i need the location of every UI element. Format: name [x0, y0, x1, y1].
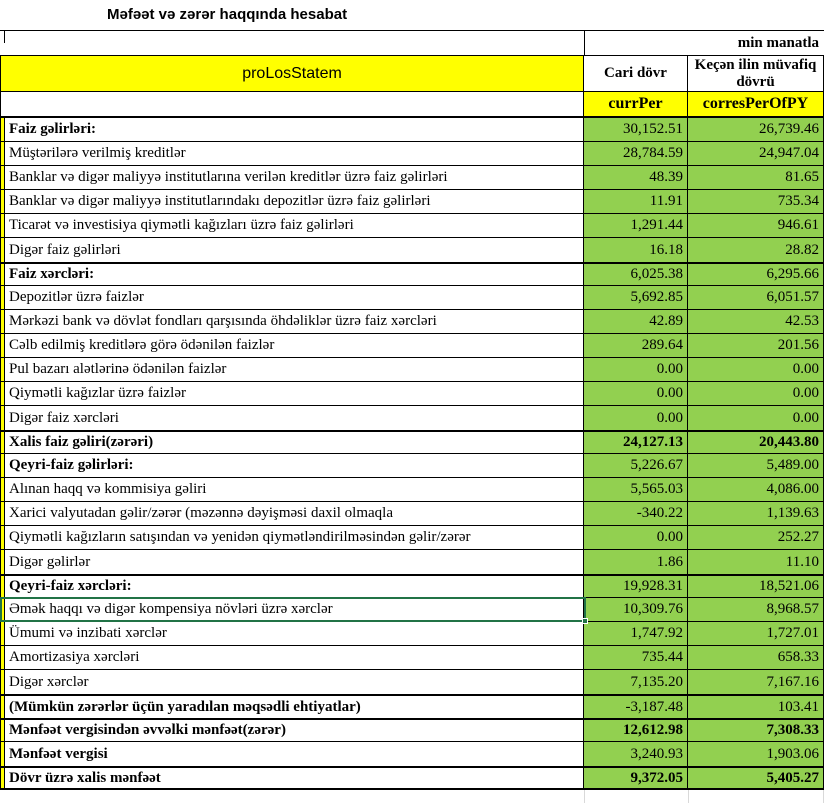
row-prior-value-cell[interactable]: 1,727.01	[688, 622, 824, 645]
gridline	[823, 790, 824, 803]
row-current-value-cell[interactable]: 0.00	[584, 406, 688, 430]
row-label-cell[interactable]: Əmək haqqı və digər kompensiya növləri üzrə xərclər	[5, 598, 584, 621]
row-current-value-cell[interactable]: 9,372.05	[584, 768, 688, 788]
row-current-value-cell[interactable]: 5,565.03	[584, 478, 688, 501]
row-prior-value-cell[interactable]: 18,521.06	[688, 576, 824, 597]
report-title: Məfəət və zərər haqqında hesabat	[107, 6, 348, 23]
row-current-value-cell[interactable]: 11.91	[584, 190, 688, 213]
row-current-value-cell[interactable]: 30,152.51	[584, 118, 688, 141]
row-label-cell[interactable]: Cəlb edilmiş kreditlərə görə ödənilən faizlər	[5, 334, 584, 357]
gridline	[688, 790, 689, 803]
table-row	[0, 598, 824, 622]
row-prior-value-cell[interactable]: 24,947.04	[688, 142, 824, 165]
table-row	[0, 214, 824, 238]
row-label-cell[interactable]: Digər xərclər	[5, 670, 584, 694]
table-row	[0, 262, 824, 286]
row-current-value-cell[interactable]: 1.86	[584, 550, 688, 574]
row-current-value-cell[interactable]: 1,747.92	[584, 622, 688, 645]
row-prior-value-cell[interactable]: 8,968.57	[688, 598, 824, 621]
row-current-value-cell[interactable]: 48.39	[584, 166, 688, 189]
row-current-value-cell[interactable]: 28,784.59	[584, 142, 688, 165]
table-row	[0, 238, 824, 262]
row-label-cell[interactable]: Digər faiz xərcləri	[5, 406, 584, 430]
table-row	[0, 118, 824, 142]
row-prior-value-cell[interactable]: 252.27	[688, 526, 824, 549]
row-current-value-cell[interactable]: 1,291.44	[584, 214, 688, 237]
row-prior-value-cell[interactable]: 6,051.57	[688, 286, 824, 309]
table-row	[0, 502, 824, 526]
row-current-value-cell[interactable]: 10,309.76	[584, 598, 688, 621]
table-row	[0, 310, 824, 334]
row-current-value-cell[interactable]: 735.44	[584, 646, 688, 669]
row-label-cell[interactable]: Mərkəzi bank və dövlət fondları qarşısında öhdəliklər üzrə faiz xərcləri	[5, 310, 584, 333]
row-label-cell[interactable]: Digər gəlirlər	[5, 550, 584, 574]
row-prior-value-cell[interactable]: 11.10	[688, 550, 824, 574]
row-label-cell[interactable]: Mənfəət vergisindən əvvəlki mənfəət(zərər)	[5, 720, 584, 741]
row-current-value-cell[interactable]: 3,240.93	[584, 742, 688, 766]
row-label-cell[interactable]: Banklar və digər maliyyə institutlarındakı depozitlər üzrə faiz gəlirləri	[5, 190, 584, 213]
table-row	[0, 406, 824, 430]
table-row	[0, 358, 824, 382]
row-label-cell[interactable]: Pul bazarı alətlərinə ödənilən faizlər	[5, 358, 584, 381]
row-current-value-cell[interactable]: 0.00	[584, 526, 688, 549]
row-prior-value-cell[interactable]: 4,086.00	[688, 478, 824, 501]
row-current-value-cell[interactable]: 0.00	[584, 358, 688, 381]
row-current-value-cell[interactable]: 7,135.20	[584, 670, 688, 694]
table-row	[0, 670, 824, 694]
table-row	[0, 190, 824, 214]
row-prior-value-cell[interactable]: 7,167.16	[688, 670, 824, 694]
table-row	[0, 622, 824, 646]
code-row	[0, 92, 824, 118]
row-current-value-cell[interactable]: 24,127.13	[584, 432, 688, 453]
row-prior-value-cell[interactable]: 0.00	[688, 406, 824, 430]
code-row-spacer-cell[interactable]	[0, 92, 584, 116]
row-prior-value-cell[interactable]: 6,295.66	[688, 264, 824, 285]
row-label-cell[interactable]: Alınan haqq və kommisiya gəliri	[5, 478, 584, 501]
row-current-value-cell[interactable]: 6,025.38	[584, 264, 688, 285]
table-row	[0, 742, 824, 766]
current-period-header-cell[interactable]: Cari dövr	[584, 56, 688, 91]
current-period-code-cell[interactable]: currPer	[584, 92, 688, 116]
table-row	[0, 694, 824, 718]
row-current-value-cell[interactable]: 0.00	[584, 382, 688, 405]
row-prior-value-cell[interactable]: 5,405.27	[688, 768, 824, 788]
table-row	[0, 646, 824, 670]
row-prior-value-cell[interactable]: 735.34	[688, 190, 824, 213]
unit-row	[0, 30, 824, 56]
table-row	[0, 574, 824, 598]
row-current-value-cell[interactable]: 16.18	[584, 238, 688, 262]
table-row	[0, 526, 824, 550]
table-row	[0, 166, 824, 190]
row-label-cell[interactable]: Qiymətli kağızların satışından və yenidən qiymətləndirilməsindən gəlir/zərər	[5, 526, 584, 549]
row-label-cell[interactable]: Ümumi və inzibati xərclər	[5, 622, 584, 645]
unit-row-spacer-cell[interactable]	[0, 31, 584, 55]
row-prior-value-cell[interactable]: 1,903.06	[688, 742, 824, 766]
profit-loss-table	[0, 30, 824, 790]
table-row	[0, 454, 824, 478]
row-prior-value-cell[interactable]: 0.00	[688, 382, 824, 405]
row-prior-value-cell[interactable]: 658.33	[688, 646, 824, 669]
row-label-cell[interactable]: Ticarət və investisiya qiymətli kağızları üzrə faiz gəlirləri	[5, 214, 584, 237]
row-prior-value-cell[interactable]: 26,739.46	[688, 118, 824, 141]
row-prior-value-cell[interactable]: 0.00	[688, 358, 824, 381]
row-current-value-cell[interactable]: -3,187.48	[584, 696, 688, 718]
row-label-cell[interactable]: Qiymətli kağızlar üzrə faizlər	[5, 382, 584, 405]
row-label-cell[interactable]: Amortizasiya xərcləri	[5, 646, 584, 669]
gridline	[584, 790, 585, 803]
row-label-cell[interactable]: Faiz gəlirləri:	[5, 118, 584, 141]
row-current-value-cell[interactable]: 5,692.85	[584, 286, 688, 309]
table-row	[0, 766, 824, 790]
table-body	[0, 118, 824, 790]
table-row	[0, 550, 824, 574]
row-label-cell[interactable]: Müştərilərə verilmiş kreditlər	[5, 142, 584, 165]
row-label-cell[interactable]: Faiz xərcləri:	[5, 264, 584, 285]
header-row	[0, 56, 824, 92]
row-current-value-cell[interactable]: 5,226.67	[584, 454, 688, 477]
row-label-cell[interactable]: Qeyri-faiz gəlirləri:	[5, 454, 584, 477]
table-row	[0, 382, 824, 406]
row-label-cell[interactable]: Depozitlər üzrə faizlər	[5, 286, 584, 309]
row-current-value-cell[interactable]: 12,612.98	[584, 720, 688, 741]
prior-period-header-cell[interactable]: Keçən ilin müvafiq dövrü	[688, 56, 824, 91]
row-label-cell[interactable]: Dövr üzrə xalis mənfəət	[5, 768, 584, 788]
row-current-value-cell[interactable]: -340.22	[584, 502, 688, 525]
row-prior-value-cell[interactable]: 5,489.00	[688, 454, 824, 477]
table-row	[0, 286, 824, 310]
row-current-value-cell[interactable]: 289.64	[584, 334, 688, 357]
row-prior-value-cell[interactable]: 103.41	[688, 696, 824, 718]
table-row	[0, 142, 824, 166]
row-prior-value-cell[interactable]: 201.56	[688, 334, 824, 357]
row-label-cell[interactable]: Banklar və digər maliyyə institutlarına verilən kreditlər üzrə faiz gəlirləri	[5, 166, 584, 189]
table-row	[0, 718, 824, 742]
row-prior-value-cell[interactable]: 20,443.80	[688, 432, 824, 453]
table-row	[0, 334, 824, 358]
row-prior-value-cell[interactable]: 28.82	[688, 238, 824, 262]
row-label-cell[interactable]: Mənfəət vergisi	[5, 742, 584, 766]
row-label-cell[interactable]: Xarici valyutadan gəlir/zərər (məzənnə dəyişməsi daxil olmaqla	[5, 502, 584, 525]
row-label-cell[interactable]: Digər faiz gəlirləri	[5, 238, 584, 262]
row-label-cell[interactable]: Xalis faiz gəliri(zərəri)	[5, 432, 584, 453]
row-prior-value-cell[interactable]: 7,308.33	[688, 720, 824, 741]
row-prior-value-cell[interactable]: 946.61	[688, 214, 824, 237]
prior-period-code-cell[interactable]: corresPerOfPY	[688, 92, 824, 116]
row-current-value-cell[interactable]: 42.89	[584, 310, 688, 333]
row-label-cell[interactable]: (Mümkün zərərlər üçün yaradılan məqsədli ehtiyatlar)	[5, 696, 584, 718]
fill-handle[interactable]	[582, 618, 588, 624]
row-current-value-cell[interactable]: 19,928.31	[584, 576, 688, 597]
row-prior-value-cell[interactable]: 81.65	[688, 166, 824, 189]
row-prior-value-cell[interactable]: 42.53	[688, 310, 824, 333]
row-prior-value-cell[interactable]: 1,139.63	[688, 502, 824, 525]
table-name-cell[interactable]: proLosStatem	[0, 56, 584, 91]
unit-label-cell[interactable]: min manatla	[584, 31, 824, 55]
table-row	[0, 430, 824, 454]
table-row	[0, 478, 824, 502]
row-label-cell[interactable]: Qeyri-faiz xərcləri:	[5, 576, 584, 597]
